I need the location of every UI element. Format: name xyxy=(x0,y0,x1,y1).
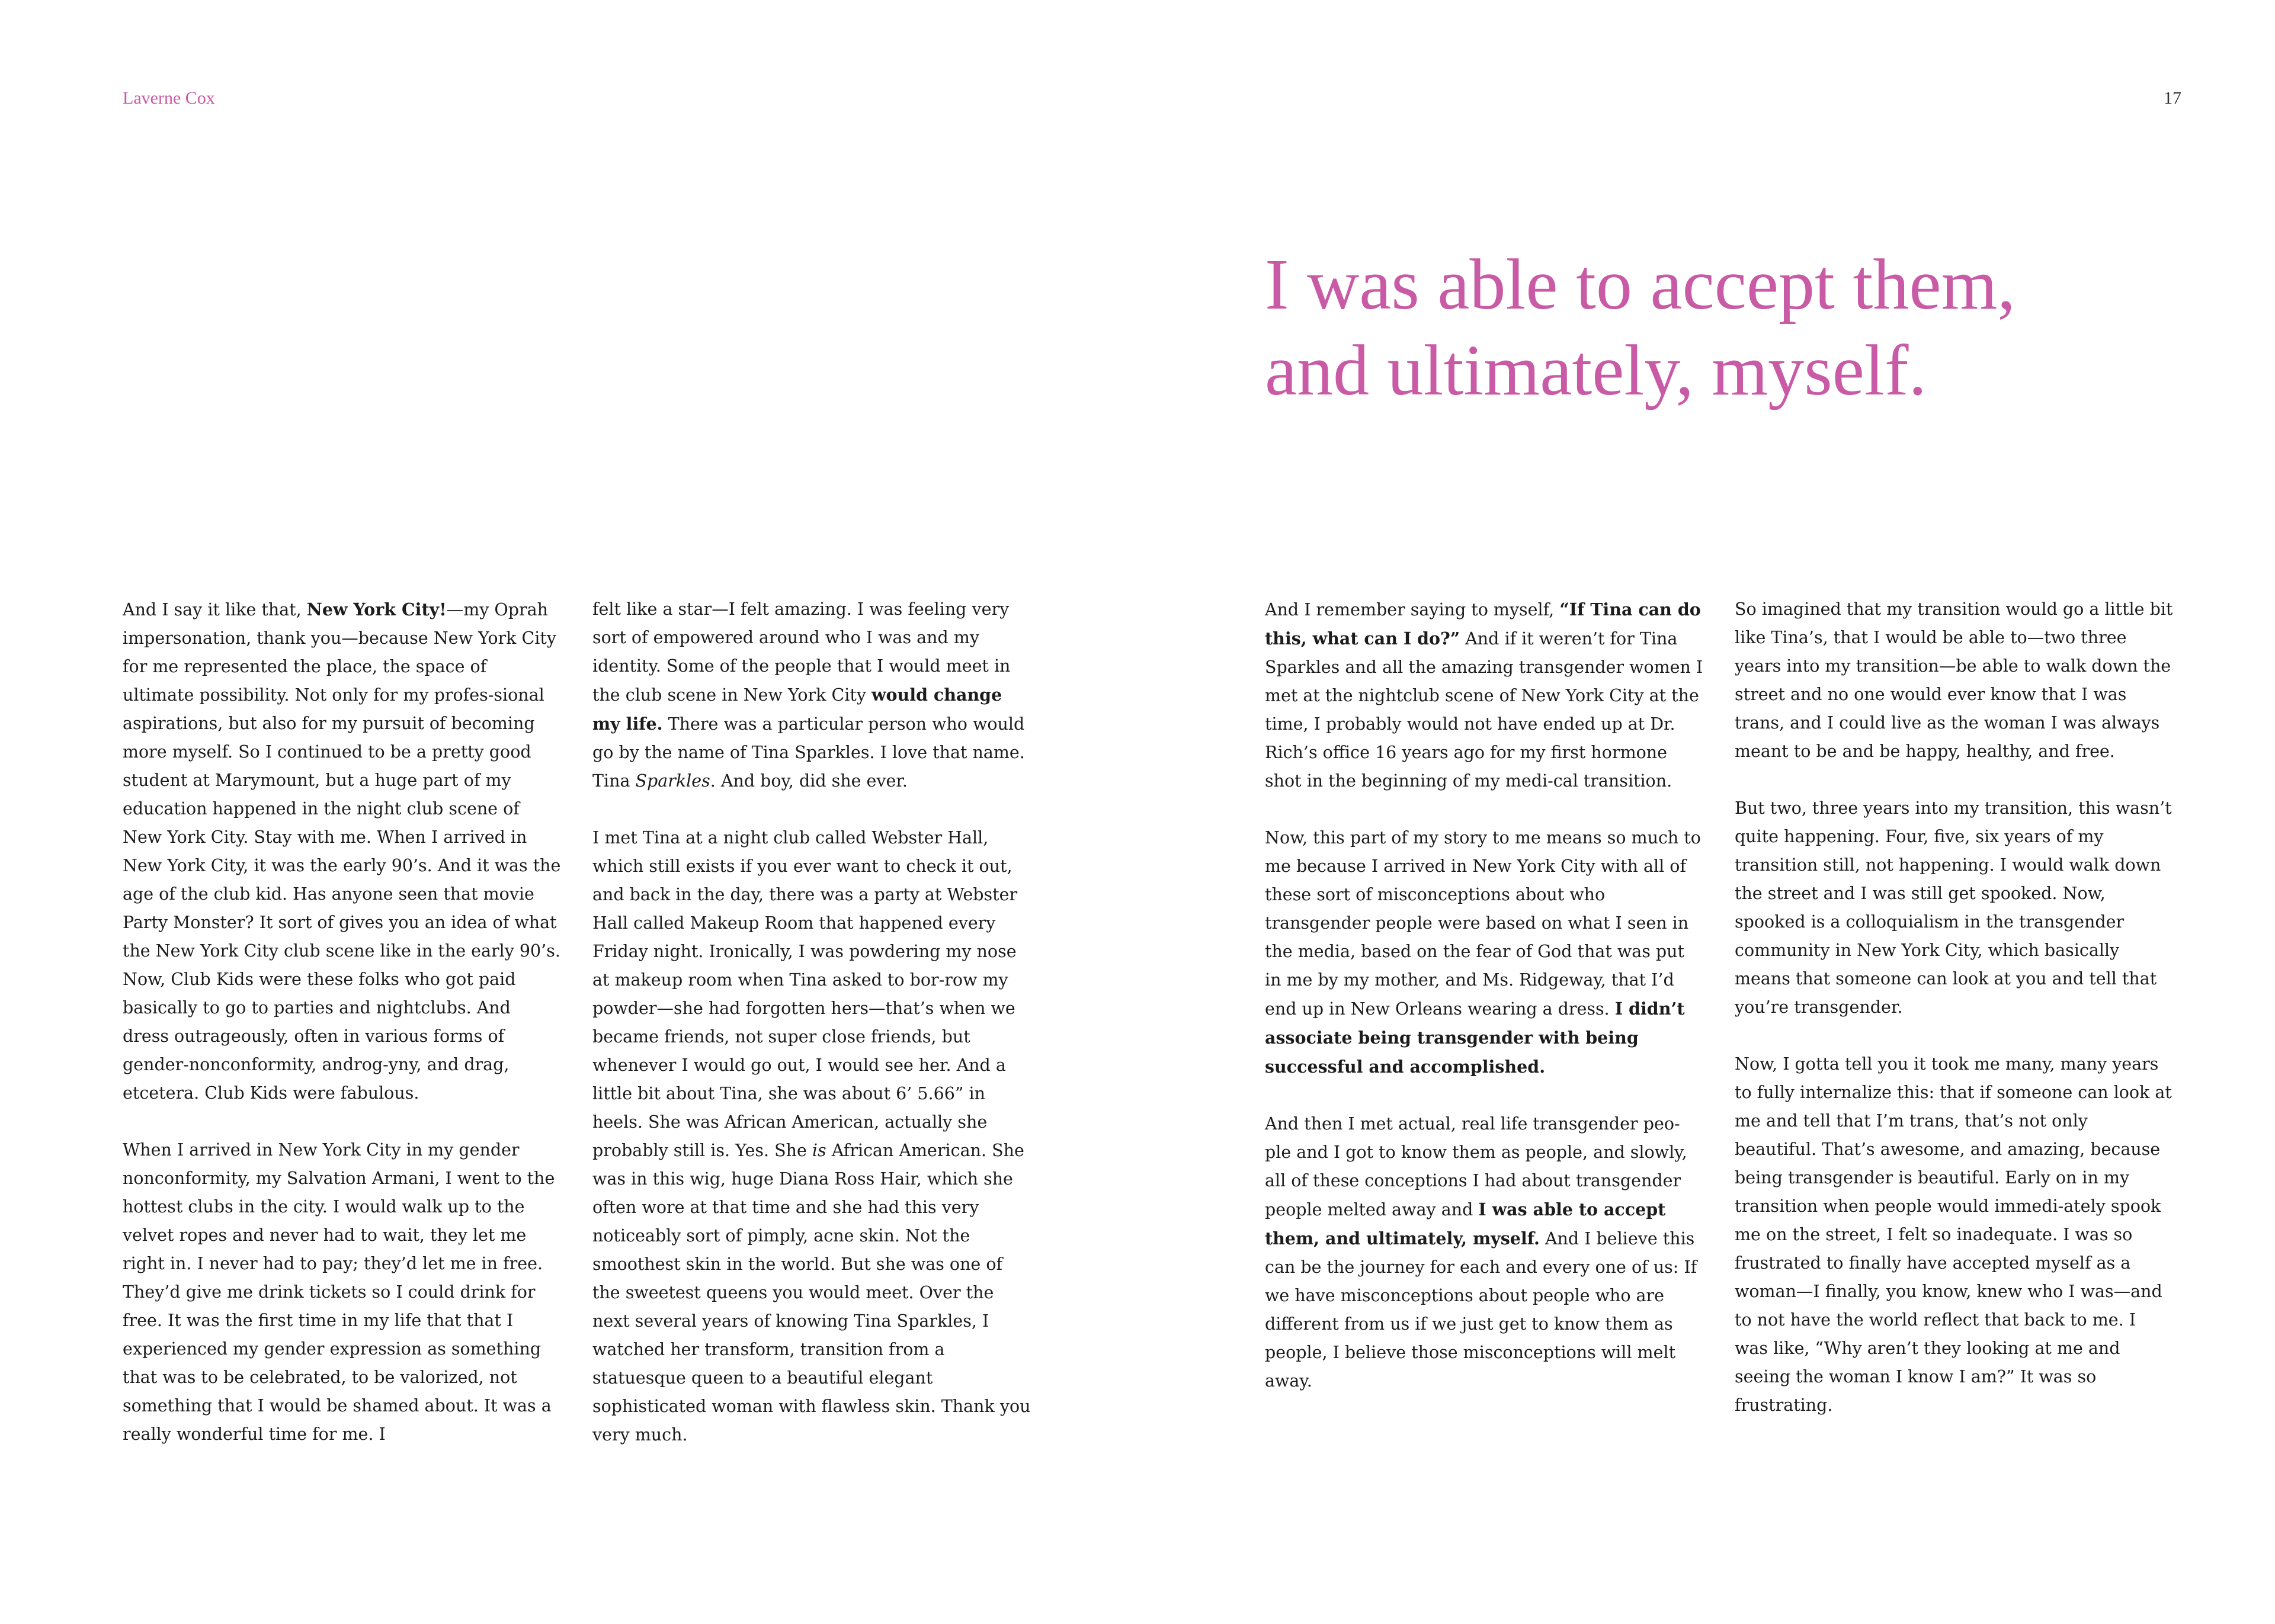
pull-quote: I was able to accept them, and ultimately, myself. xyxy=(1265,245,2016,410)
paragraph: So imagined that my transition would go a little bit like Tina’s, that I would be able to—two three years into my transition—be able to walk down the street and no one would ever know that I was trans, and I could live as the woman I was always meant to be and be happy, healthy, and free. xyxy=(1735,599,2173,761)
running-head-author: Laverne Cox xyxy=(123,88,215,108)
page-number: 17 xyxy=(2164,88,2181,108)
paragraph xyxy=(592,824,1031,1449)
paragraph xyxy=(1265,824,1703,1081)
paragraph: When I arrived in New York City in my gender nonconformity, my Salvation Armani, I went to the hottest clubs in the city. I would walk up to the velvet ropes and never had to wait, they let me right in. I never had to pay; they’d let me in free. They’d give me drink tickets so I could drink for free. It was the first time in my life that that I experienced my gender expression as something that was to be celebrated, to be valorized, not something that I would be shamed about. It was a really wonderful time for me. I xyxy=(123,1140,555,1444)
text-run: And then I met actual, real life transgender peo-ple and I got to know them as people, and slowly, all of these conceptions I had about transgender people melted away and xyxy=(1265,1114,1687,1219)
text-run: There was a particular person who would go by the name of Tina Sparkles. I love that name. Tina xyxy=(592,714,1025,791)
text-run: And I believe this can be the journey for each and every one of us: If we have misconceptions about people who are different from us if we just get to know them as people, I believe those misconceptions will melt away. xyxy=(1265,1229,1697,1391)
paragraph xyxy=(1265,1110,1703,1395)
text-run: felt like a star—I felt amazing. I was feeling very sort of empowered around who I was and my identity. Some of the people that I would meet in the club scene in New York City xyxy=(592,599,1011,705)
text-run: Now, this part of my story to me means so much to me because I arrived in New York City with all of these sort of misconceptions about who transgender people were based on what I seen in the media, based on the fear of God that was put in me by my mother, and Ms. Ridgeway, that I’d end up in New Orleans wearing a dress. xyxy=(1265,828,1701,1019)
italic-text: is xyxy=(812,1141,826,1160)
bold-text: New York City! xyxy=(306,599,447,620)
text-run: I met Tina at a night club called Webster Hall, which still exists if you ever want to check it out, and back in the day, there was a party at Webster Hall called Makeup Room that happened every Friday night. Ironically, I was powdering my nose at makeup room when Tina asked to bor-row my powder—she had forgotten hers—that’s when we became friends, not super close friends, but whenever I would go out, I would see her. And a little bit about Tina, she was about 6’ 5.66” in heels. She was African American, actually she probably still is. Yes. She xyxy=(592,828,1018,1160)
text-run: And if it weren’t for Tina Sparkles and all the amazing transgender women I met at the nightclub scene of New York City at the time, I probably would not have ended up at Dr. Rich’s office 16 years ago for my first hormone shot in the beginning of my medi-cal transition. xyxy=(1265,629,1703,791)
text-run: And I remember saying to myself, xyxy=(1265,600,1560,620)
text-run: —my Oprah impersonation, thank you—because New York City for me represented the place, the space of ultimate possibility. Not only for my profes-sional aspirations, but also for my pursuit of becoming more myself. So I continued to be a pretty good student at Marymount, but a huge part of my education happened in the night club scene of New York City. Stay with me. When I arrived in New York City, it was the early 90’s. And it was the age of the club kid. Has anyone seen that movie Party Monster? It sort of gives you an idea of what the New York City club scene like in the early 90’s. Now, Club Kids were these folks who got paid basically to go to parties and nightclubs. And dress outrageously, often in various forms of gender-nonconformity, androg-yny, and drag, etcetera. Club Kids were fabulous. xyxy=(123,600,561,1103)
bold-text: I didn’t associate being transgender with being successful and accomplished. xyxy=(1265,999,1685,1077)
text-run: African American. She was in this wig, huge Diana Ross Hair, which she often wore at that time and she had this very noticeably sort of pimply, acne skin. Not the smoothest skin in the world. But she was one of the sweetest queens you would meet. Over the next several years of knowing Tina Sparkles, I watched her transform, transition from a statuesque queen to a beautiful elegant sophisticated woman with flawless skin. Thank you very much. xyxy=(592,1141,1031,1445)
paragraph xyxy=(123,595,561,1108)
paragraph xyxy=(1265,595,1703,795)
bold-text: I was able to accept them, and ultimately, myself. xyxy=(1265,1199,1666,1249)
text-run: . And boy, did she ever. xyxy=(710,771,908,791)
bold-text: would change my life. xyxy=(592,685,1002,734)
text-run: And I say it like that, xyxy=(123,600,307,620)
italic-text: Sparkles xyxy=(635,771,710,791)
text-column-2 xyxy=(592,595,1031,1449)
text-column-4 xyxy=(1735,595,2173,1420)
text-column-3 xyxy=(1265,595,1703,1395)
text-column-1 xyxy=(123,595,561,1449)
bold-text: “If Tina can do this, what can I do?” xyxy=(1265,599,1701,649)
paragraph: Now, I gotta tell you it took me many, many years to fully internalize this: that if someone can look at me and tell that I’m trans, that’s not only beautiful. That’s awesome, and amazing, because being transgender is beautiful. Early on in my transition when people would immedi-ately spook me on the street, I felt so inadequate. I was so frustrated to finally have accepted myself as a woman—I finally, you know, knew who I was—and to not have the world reflect that back to me. I was like, “Why aren’t they looking at me and seeing the woman I know I am?” It was so frustrating. xyxy=(1735,1054,2172,1415)
paragraph xyxy=(592,595,1031,795)
paragraph: But two, three years into my transition, this wasn’t quite happening. Four, five, six years of my transition still, not happening. I would walk down the street and I was still get spooked. Now, spooked is a colloquialism in the transgender community in New York City, which basically means that someone can look at you and tell that you’re transgender. xyxy=(1735,798,2172,1017)
